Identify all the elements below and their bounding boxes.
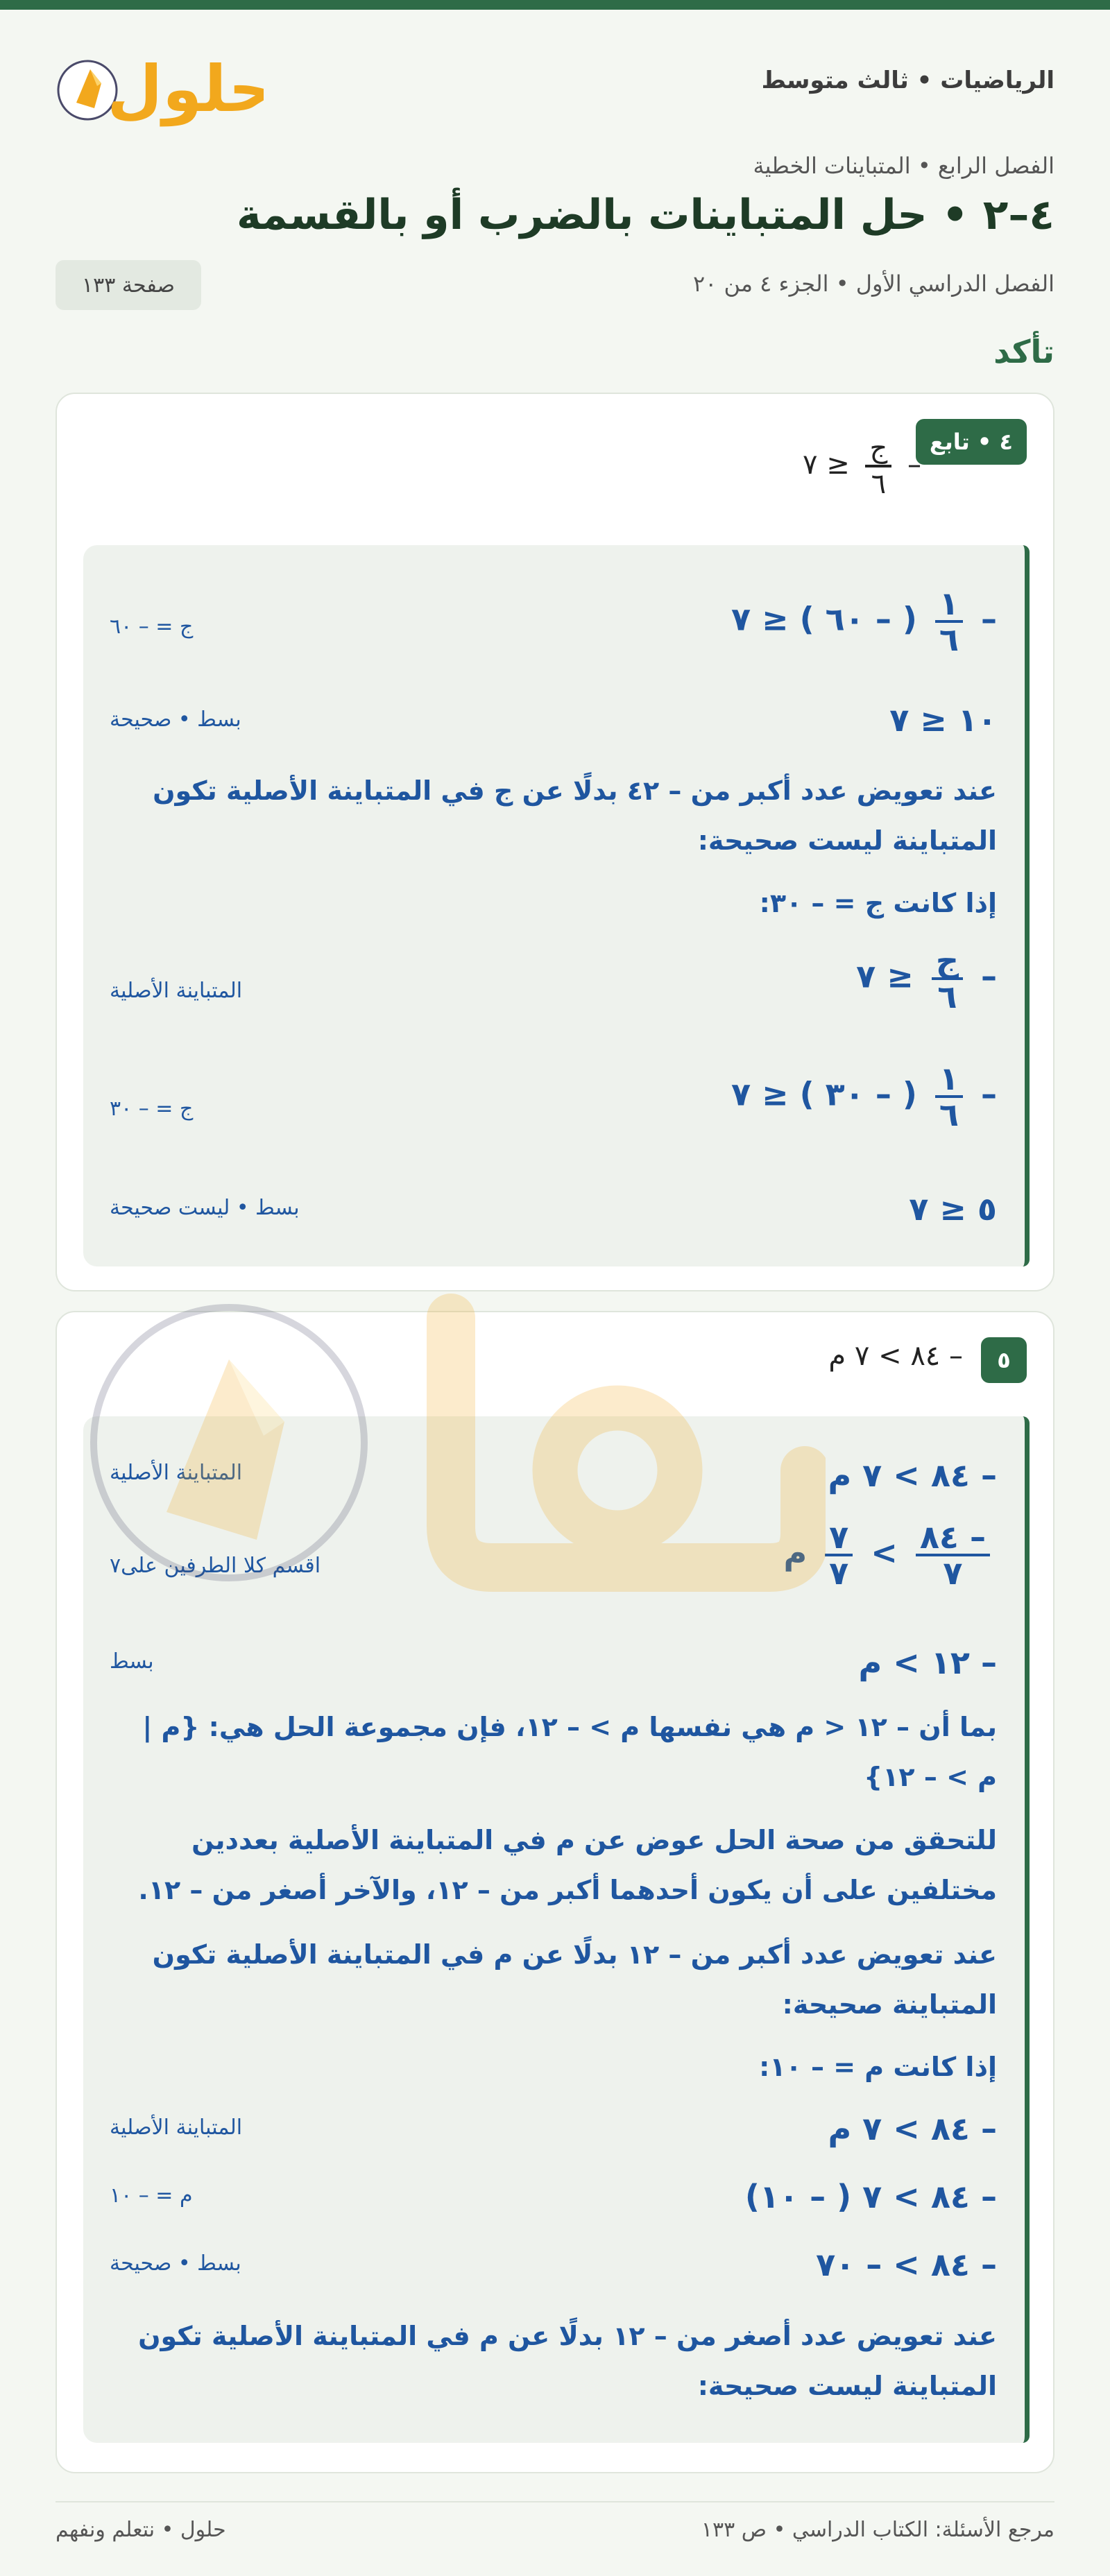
step-note: المتباينة الأصلية bbox=[110, 1461, 243, 1485]
fraction-denominator: ٦ bbox=[939, 621, 959, 658]
logo-icon bbox=[56, 42, 264, 132]
solution-step bbox=[783, 1520, 997, 1590]
step-note: بسط bbox=[110, 1649, 154, 1674]
fraction bbox=[916, 1520, 990, 1590]
equation-rest: ≤ ٧ bbox=[856, 957, 914, 995]
explanation-text: عند تعويض عدد أكبر من – ١٢ بدلًا عن م في المتباينة الأصلية تكون المتباينة صحيحة: bbox=[152, 1939, 997, 2020]
fraction-numerator: ج bbox=[932, 944, 963, 980]
fraction-denominator: ٦ bbox=[871, 468, 887, 500]
subject-label: الرياضيات • ثالث متوسط bbox=[761, 67, 1054, 94]
question-number-badge: ٥ bbox=[981, 1337, 1027, 1383]
fraction-numerator: ١ bbox=[935, 587, 963, 623]
inequality-sign: > bbox=[871, 1534, 898, 1572]
solution-panel bbox=[83, 1416, 1030, 2443]
minus-sign: – bbox=[981, 1075, 997, 1113]
solution-step: ١٠ ≤ ٧ bbox=[889, 701, 997, 739]
solution-panel bbox=[83, 545, 1030, 1266]
section-heading: تأكد bbox=[993, 333, 1054, 370]
explanation-text: إذا كانت ج = – ٣٠: bbox=[759, 888, 997, 918]
solution-step bbox=[731, 1062, 997, 1131]
fraction-numerator: ٧ bbox=[825, 1520, 853, 1556]
minus-sign: – bbox=[981, 600, 997, 638]
solution-step: ٥ ≤ ٧ bbox=[909, 1190, 997, 1228]
explanation-text: عند تعويض عدد أصغر من – ١٢ بدلًا عن م في المتباينة الأصلية تكون المتباينة ليست صحيحة: bbox=[138, 2321, 997, 2401]
solution-step bbox=[856, 944, 997, 1013]
inequality-rhs: ≤ ٧ bbox=[803, 449, 850, 481]
fraction-denominator: ٧ bbox=[829, 1554, 849, 1592]
footer-reference: مرجع الأسئلة: الكتاب الدراسي • ص ١٣٣ bbox=[701, 2518, 1054, 2542]
page-number-badge: صفحة ١٣٣ bbox=[56, 260, 201, 310]
step-note: اقسم كلا الطرفين على٧ bbox=[110, 1554, 321, 1578]
fraction-denominator: ٦ bbox=[937, 978, 957, 1015]
question-text bbox=[803, 431, 921, 501]
question-card-5 bbox=[56, 1311, 1054, 2473]
question-number-badge: ٤ • تابع bbox=[916, 419, 1027, 465]
fraction-numerator: ١ bbox=[935, 1062, 963, 1098]
minus-sign: – bbox=[981, 957, 997, 995]
fraction-denominator: ٧ bbox=[943, 1554, 963, 1592]
explanation-text: إذا كانت م = – ١٠: bbox=[759, 2052, 997, 2082]
step-note: ج = – ٦٠ bbox=[110, 615, 194, 639]
solution-step: – ٨٤ > ٧ ( – ١٠) bbox=[744, 2178, 997, 2215]
step-note: المتباينة الأصلية bbox=[110, 2115, 243, 2140]
fraction bbox=[932, 944, 963, 1013]
fraction bbox=[935, 587, 963, 656]
brand-logo[interactable] bbox=[56, 42, 264, 132]
solution-set-text: بما أن – ١٢ < م هي نفسها م > – ١٢، فإن مجموعة الحل هي: {م | م > – ١٢} bbox=[142, 1712, 997, 1792]
step-note: م = – ١٠ bbox=[110, 2183, 193, 2208]
fraction bbox=[865, 431, 891, 501]
solution-step: – ١٢ > م bbox=[858, 1644, 997, 1681]
logo-text: حلول bbox=[107, 52, 264, 126]
breadcrumb: الفصل الرابع • المتباينات الخطية bbox=[753, 153, 1054, 179]
question-text: – ٨٤ > ٧ م bbox=[828, 1340, 963, 1372]
lesson-meta: الفصل الدراسي الأول • الجزء ٤ من ٢٠ bbox=[692, 271, 1054, 297]
minus-sign: – bbox=[907, 449, 921, 481]
step-note: بسط • صحيحة bbox=[110, 707, 241, 732]
top-accent-bar bbox=[0, 0, 1110, 10]
fraction bbox=[825, 1520, 853, 1590]
solution-step bbox=[731, 587, 997, 656]
question-card-4 bbox=[56, 393, 1054, 1291]
step-note: المتباينة الأصلية bbox=[110, 979, 243, 1003]
fraction bbox=[935, 1062, 963, 1131]
solution-step: – ٨٤ > ٧ م bbox=[828, 1457, 997, 1494]
footer-divider bbox=[56, 2501, 1054, 2502]
equation-rest: ( – ٣٠ ) ≤ ٧ bbox=[731, 1075, 917, 1113]
step-note: بسط • صحيحة bbox=[110, 2251, 241, 2276]
fraction-numerator: ج bbox=[865, 431, 891, 467]
solution-step: – ٨٤ > ٧ م bbox=[828, 2110, 997, 2147]
variable: م bbox=[783, 1534, 808, 1572]
explanation-text: عند تعويض عدد أكبر من – ٤٢ بدلًا عن ج في المتباينة الأصلية تكون المتباينة ليست صحيحة: bbox=[153, 775, 997, 856]
explanation-text: للتحقق من صحة الحل عوض عن م في المتباينة الأصلية بعددين مختلفين على أن يكون أحدهما أكبر من – ١٢، والآخر أصغر من – ١٢. bbox=[138, 1825, 997, 1905]
fraction-denominator: ٦ bbox=[939, 1096, 959, 1133]
fraction-numerator: – ٨٤ bbox=[916, 1520, 990, 1556]
page-header bbox=[56, 42, 1054, 132]
page-title: ٤–٢ • حل المتباينات بالضرب أو بالقسمة bbox=[236, 191, 1054, 239]
solution-step: – ٨٤ > – ٧٠ bbox=[816, 2246, 997, 2283]
footer-brand: حلول • نتعلم ونفهم bbox=[56, 2518, 226, 2542]
equation-rest: ( – ٦٠ ) ≤ ٧ bbox=[731, 600, 917, 638]
step-note: ج = – ٣٠ bbox=[110, 1097, 194, 1121]
step-note: بسط • ليست صحيحة bbox=[110, 1196, 300, 1220]
